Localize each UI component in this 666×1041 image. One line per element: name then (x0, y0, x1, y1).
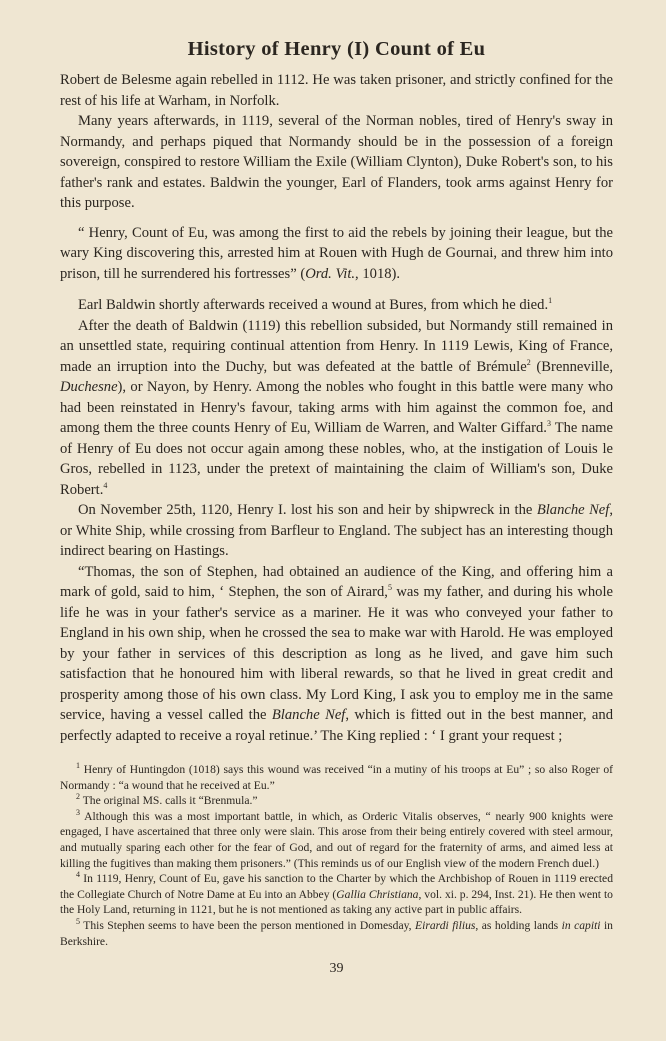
paragraph: Many years afterwards, in 1119, several of the Norman nobles, tired of Henry's sway in Normandy, and perhaps piqued that Normandy should be in the possession of a foreign sovereign, conspired to restore William the Exile (William Clynton), Duke Robert's son, to his father's rank and estates. Baldwin the younger, Earl of Flanders, took arms against Henry for this purpose. (60, 113, 613, 211)
footnote-ref: 4 (103, 480, 108, 490)
footnote-ref: 5 (387, 583, 392, 593)
footnote: $^5$ This Stephen seems to have been the person mentioned in Domesday, Eirardi filius, as holding lands in capiti in Berkshire. (60, 917, 613, 948)
footnote: $^2$ The original MS. calls it “Brenmula.” (76, 792, 258, 808)
footnote: $^4$ In 1119, Henry, Count of Eu, gave his sanction to the Charter by which the Archbishop of Rouen in 1119 erected the Collegiate Church of Notre Dame at Eu into an Abbey (Gallia Christiana, vol. xi. p. 294, Inst. 21). He then went to the Holy Land, returning in 1121, but he is not mentioned as taking any active part in public affairs. (60, 870, 613, 917)
paragraph: On November 25th, 1120, Henry I. lost his son and heir by shipwreck in the Blanche Nef, or White Ship, while crossing from Barfleur to England. The subject has an interesting though indirect bearing on Hastings. (60, 502, 613, 559)
paragraph: Robert de Belesme again rebelled in 1112. He was taken prisoner, and strictly confined for the rest of his life at Warham, in Norfolk. (60, 72, 613, 109)
paragraph: Earl Baldwin shortly afterwards received a wound at Bures, from which he died.$^1$ (78, 296, 553, 313)
footnote-ref: 2 (526, 357, 531, 367)
citation: Ord. Vit. (305, 265, 356, 282)
paragraph: After the death of Baldwin (1119) this rebellion subsided, but Normandy still remained in an unsettled state, requiring continual attention from Henry. In 1119 Lewis, King of France, made an irruption into the Duchy, but was defeated at the battle of Brémule$^2$ (Brenneville, Duchesne), or Nayon, by Henry. Among the nobles who fought in this battle were many who had been reinstated in Henry's favour, taking arms with him against the common foe, and among them the three counts Henry of Eu, William de Warren, and Walter Giffard.$^3$ The name of Henry of Eu does not occur again among these nobles, who, at the instigation of Louis le Gros, rebelled in 1123, under the pretext of maintaining the claim of William's son, Duke Robert.$^4$ (60, 317, 613, 498)
main-text (60, 70, 613, 746)
paragraph: “Thomas, the son of Stephen, had obtained an audience of the King, and offering him a mark of gold, said to him, ‘ Stephen, the son of Airard,$^5$ was my father, and during his whole life he was in your father's service as a mariner. He it was who conveyed your father to England in his own ship, when he crossed the sea to make war with Harold. He was employed by your father in services of this description as long as he lived, and gave him such satisfaction that he honoured him with liberal rewards, so that he lived in great credit and prosperity among those of his own class. My Lord King, I ask you to employ me in the same service, having a vessel called the Blanche Nef, which is fitted out in the best manner, and perfectly adapted to receive a royal retinue.’ The King replied : ‘ I grant your request ; (60, 563, 614, 744)
footnote-ref: 3 (546, 419, 551, 429)
footnote-ref: 1 (548, 296, 553, 306)
footnote: $^3$ Although this was a most important battle, in which, as Orderic Vitalis observes, “ nearly 900 knights were engaged, I have ascertained that three only were slain. This arose from their being entirely covered with steel armour, and mutually sparing each other for the fear of God, and out of regard for the fraternity of arms, and aimed less at killing the fugitives than making them prisoners.” (This reminds us of our English view of the modern French duel.) (60, 807, 613, 870)
footnotes (60, 762, 613, 949)
block-quote: “ Henry, Count of Eu, was among the first to aid the rebels by joining their league, but the wary King discovering this, arrested him at Rouen with Hugh de Gournai, and threw him into prison, till he surrendered his fortresses” (Ord. Vit., 1018). (60, 224, 613, 282)
page-number: 39 (329, 961, 344, 977)
page-title: History of Henry (I) Count of Eu (187, 38, 486, 60)
footnote: $^1$ Henry of Huntingdon (1018) says this wound was received “in a mutiny of his troops at Eu” ; so also Roger of Normandy : “a wound that he received at Eu.” (60, 761, 613, 792)
